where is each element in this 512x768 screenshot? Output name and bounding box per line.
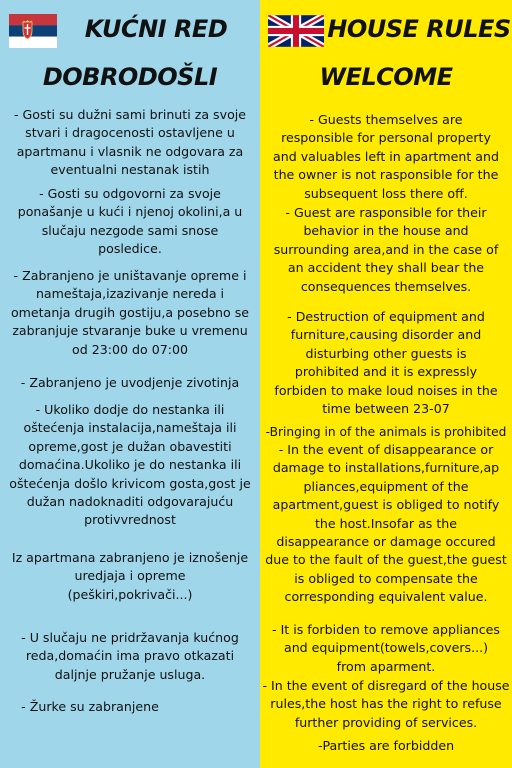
serbian-title: KUĆNI RED: [84, 15, 228, 43]
english-rule-4: -Bringing in of the animals is prohibited: [265, 425, 507, 439]
serbian-rule-7: - U slučaju ne pridržavanja kućnog reda,domaćin ima pravo otkazati daljnje pružanje usluga.: [21, 630, 239, 682]
english-rule-3: - Destruction of equipment and furniture,causing disorder and disturbing other guests is prohibited and it is expressly forbiden to make loud noises in the time between 23-07: [274, 309, 498, 417]
english-rule-5: - In the event of disappearance or damage to installations,furniture,ap pliances,equipment of the apartment,guest is obliged to notify the host.Insofar as the disappearance or damage occured due to the fault of the guest,the guest is obliged to compensate the corresponding equivalent value.: [265, 442, 507, 605]
serbian-rule-4: - Zabranjeno je uvodjenje zivotinja: [20, 375, 240, 390]
serbian-welcome: DOBRODOŠLI: [42, 63, 218, 91]
english-welcome: WELCOME: [319, 63, 453, 91]
serbian-rule-3: - Zabranjeno je uništavanje opreme i nameštaja,izazivanje nereda i ometanja drugih gostiju,a posebno se zabranjuje stvaranje buke u vremenu od 23:00 do 07:00: [10, 268, 250, 357]
uk-flag-icon: [268, 14, 324, 48]
english-rule-2: - Guest are rasponsible for their behavior in the house and surrounding area,and in the case of an accident they shall bear the consequences themselves.: [273, 205, 499, 294]
english-rule-6: - It is forbiden to remove appliances and equipment(towels,covers...) from aparment.: [272, 622, 500, 674]
serbian-rule-1: - Gosti su dužni sami brinuti za svoje stvari i dragocenosti ostavljene u apartmanu i vlasnik ne odgovara za eventualni nestanak istih: [13, 107, 247, 178]
english-rule-7: - In the event of disregard of the house rules,the host has the right to refuse further providing of services.: [262, 678, 510, 730]
serbian-rule-5: - Ukoliko dodje do nestanka ili oštećenja instalacija,nameštaja ili opreme,gost je dužan obavestiti domaćina.Ukoliko je do nestanka ili oštećenja došlo krivicom gosta,gost je dužan nadoknaditi odgovarajuću protivvrednost: [9, 402, 251, 528]
english-rule-1: - Guests themselves are responsible for personal property and valuables left in apartment and the owner is not rasponsible for the subsequent loss there off.: [273, 112, 499, 201]
serbian-rule-2: - Gosti su odgovorni za svoje ponašanje u kući i njenoj okolini,a u slučaju nezgode sami snose posledice.: [17, 186, 243, 257]
english-title: HOUSE RULES: [327, 15, 511, 43]
english-column: [260, 0, 512, 768]
serbian-rule-8: - Žurke su zabranjene: [21, 699, 159, 714]
serbia-flag-icon: [9, 14, 57, 48]
english-rule-8: -Parties are forbidden: [317, 738, 455, 753]
serbian-rule-6: Iz apartmana zabranjeno je iznošenje uredjaja i opreme (peškiri,pokrivači...): [11, 550, 249, 602]
